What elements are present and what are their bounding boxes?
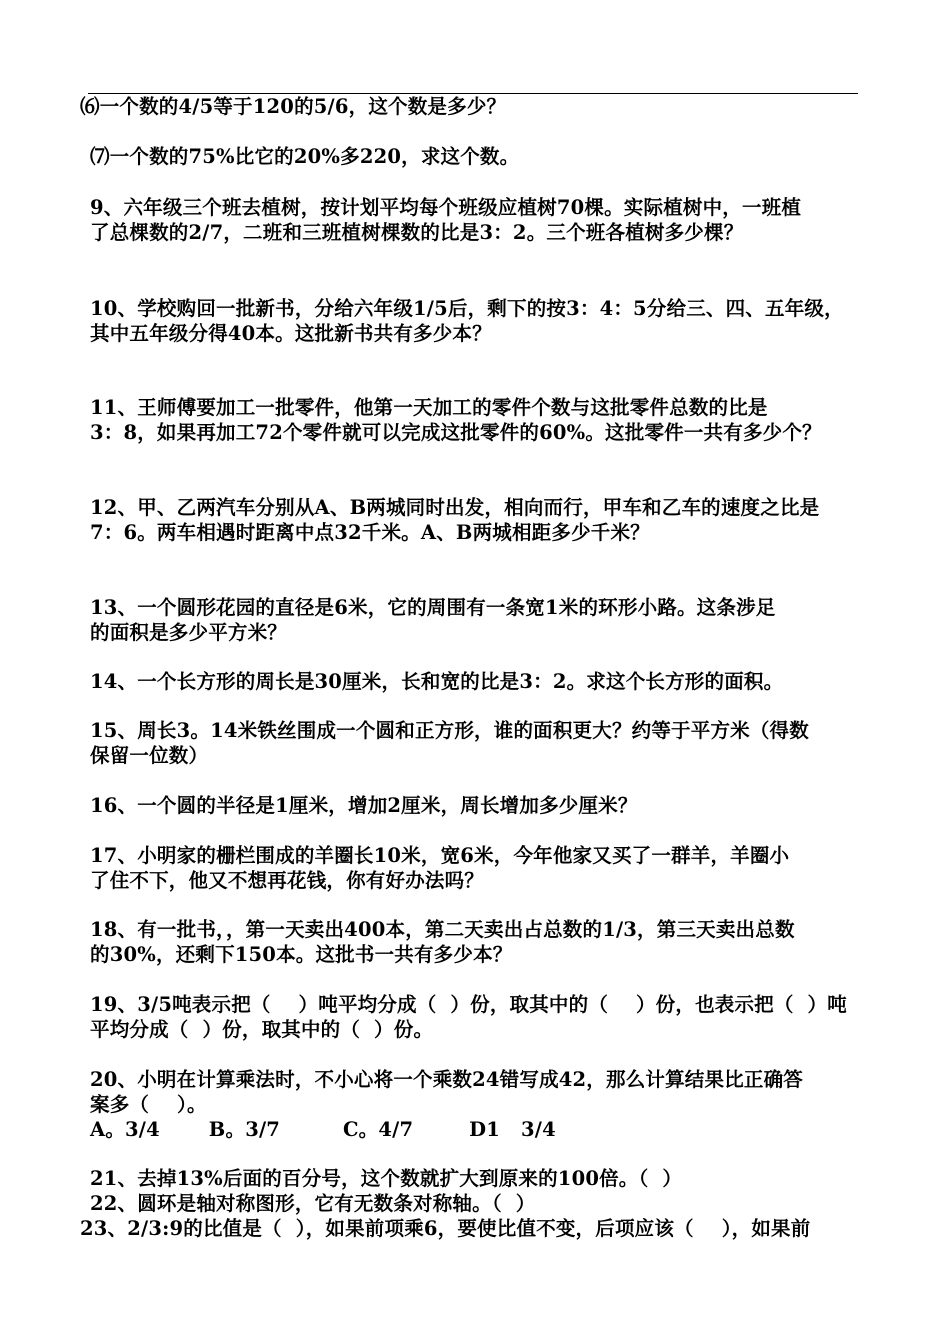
question-10-line1: 10、学校购回一批新书，分给六年级1/5后，剩下的按3：4：5分给三、四、五年级， (90, 297, 844, 320)
question-17-line1: 17、小明家的栅栏围成的羊圈长10米，宽6米，今年他家又买了一群羊，羊圈小 (90, 844, 790, 867)
question-13-line2: 的面积是多少平方米？ (90, 621, 288, 644)
question-23: 23、2/3:9的比值是（ ），如果前项乘6，要使比值不变，后项应该（ ），如果前 (80, 1217, 811, 1240)
question-18-line1: 18、有一批书，，第一天卖出400本，第二天卖出占总数的1/3，第三天卖出总数 (90, 918, 795, 941)
question-20-line1: 20、小明在计算乘法时，不小心将一个乘数24错写成42，那么计算结果比正确答 (90, 1068, 804, 1091)
question-12-line1: 12、甲、乙两汽车分别从A、B两城同时出发，相向而行，甲车和乙车的速度之比是 (90, 496, 820, 519)
question-14: 14、一个长方形的周长是30厘米，长和宽的比是3：2。求这个长方形的面积。 (90, 670, 784, 693)
question-10-line2: 其中五年级分得40本。这批新书共有多少本？ (90, 322, 492, 345)
question-12-line2: 7：6。两车相遇时距离中点32千米。A、B两城相距多少千米？ (90, 521, 650, 544)
question-17-line2: 了住不下，他又不想再花钱，你有好办法吗？ (90, 869, 485, 892)
question-9-line2: 了总棵数的2/7，二班和三班植树棵数的比是3：2。三个班各植树多少棵？ (90, 221, 744, 244)
question-22: 22、圆环是轴对称图形，它有无数条对称轴。（ ） (90, 1192, 536, 1215)
question-9-line1: 9、六年级三个班去植树，按计划平均每个班级应植树70棵。实际植树中，一班植 (90, 196, 802, 219)
question-20-line2: 案多（ ）。 (90, 1093, 207, 1116)
question-20-options: A。3/4 B。3/7 C。4/7 D1 3/4 (90, 1118, 556, 1141)
question-13-line1: 13、一个圆形花园的直径是6米，它的周围有一条宽1米的环形小路。这条涉足 (90, 596, 776, 619)
question-16: 16、一个圆的半径是1厘米，增加2厘米，周长增加多少厘米？ (90, 794, 638, 817)
question-15-line1: 15、周长3。14米铁丝围成一个圆和正方形，谁的面积更大？约等于平方米（得数 (90, 719, 809, 742)
question-19-line1: 19、3/5吨表示把（ ）吨平均分成（ ）份，取其中的（ ）份，也表示把（ ）吨 (90, 993, 847, 1016)
question-21: 21、去掉13%后面的百分号，这个数就扩大到原来的100倍。（ ） (90, 1167, 683, 1190)
question-6: ⑹一个数的4/5等于120的5/6，这个数是多少？ (80, 95, 507, 118)
question-7: ⑺一个数的75%比它的20%多220，求这个数。 (90, 145, 520, 168)
question-11-line1: 11、王师傅要加工一批零件，他第一天加工的零件个数与这批零件总数的比是 (90, 396, 768, 419)
question-18-line2: 的30%，还剩下150本。这批书一共有多少本？ (90, 943, 513, 966)
question-19-line2: 平均分成（ ）份，取其中的（ ）份。 (90, 1018, 434, 1041)
question-11-line2: 3：8，如果再加工72个零件就可以完成这批零件的60%。这批零件一共有多少个？ (90, 421, 822, 444)
header-rule (88, 93, 858, 94)
question-15-line2: 保留一位数） (90, 744, 209, 767)
